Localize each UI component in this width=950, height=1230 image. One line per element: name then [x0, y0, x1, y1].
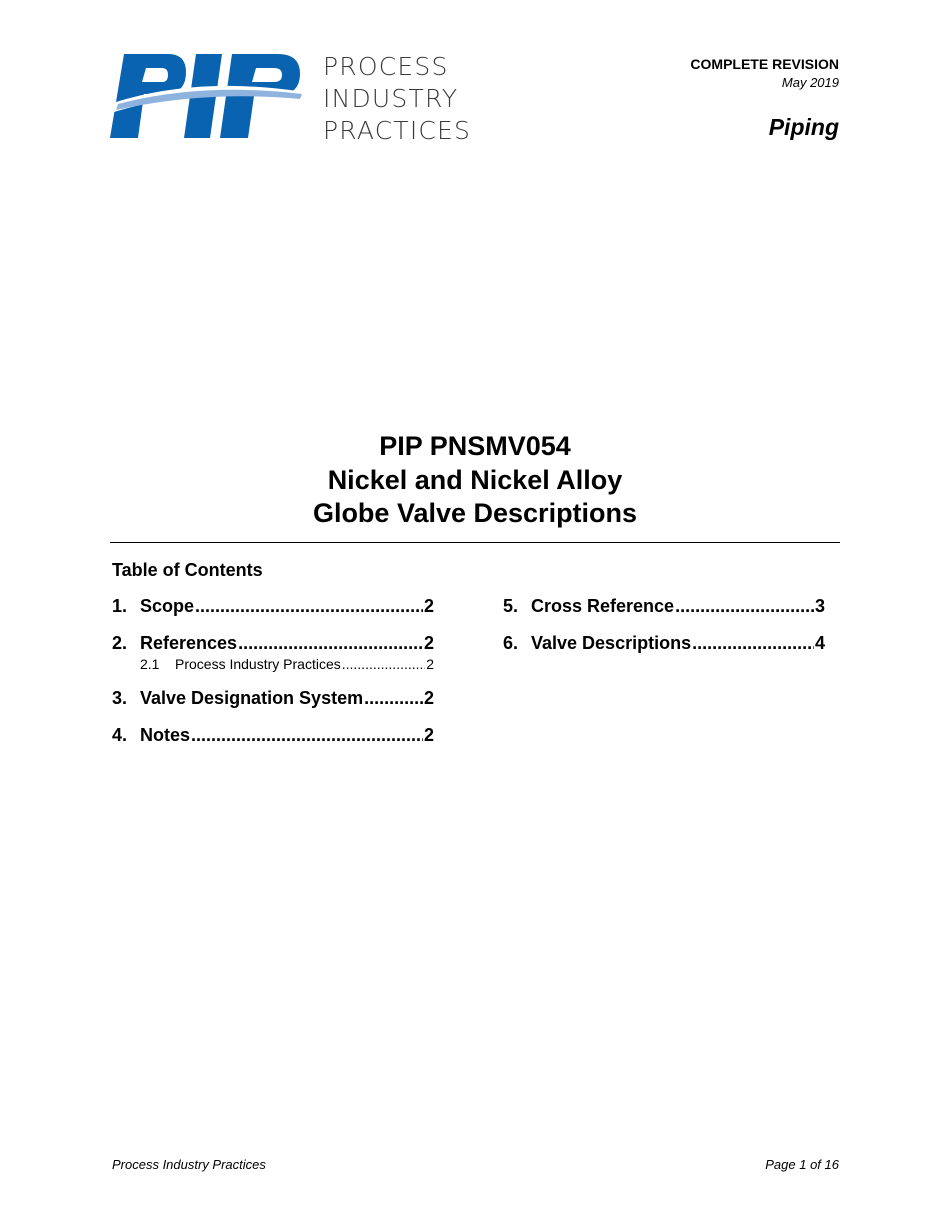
toc-number: 2.	[112, 633, 128, 653]
logo-text-line2: INDUSTRY	[323, 84, 459, 113]
toc-number: 1.	[112, 596, 128, 616]
revision-label: COMPLETE REVISION	[690, 56, 839, 72]
toc-label: Notes	[140, 725, 191, 745]
toc-label: Valve Designation System	[140, 688, 364, 708]
document-title-line2: Globe Valve Descriptions	[312, 498, 638, 528]
toc-page: 3	[814, 596, 825, 616]
toc-number: 4.	[112, 725, 128, 745]
toc-label: Scope	[140, 596, 195, 616]
toc-entry-notes[interactable]	[112, 725, 434, 746]
toc-heading: Table of Contents	[112, 560, 263, 580]
footer-publisher: Process Industry Practices	[112, 1157, 266, 1172]
toc-number: 6.	[503, 633, 519, 653]
toc-page: 2	[423, 688, 434, 708]
toc-entry-valve-descriptions[interactable]	[503, 633, 825, 654]
toc-entry-cross-reference[interactable]	[503, 596, 825, 617]
toc-leader	[675, 596, 814, 617]
document-title-line1: Nickel and Nickel Alloy	[327, 465, 623, 495]
toc-entry-scope[interactable]	[112, 596, 434, 617]
toc-page: 2	[426, 656, 434, 672]
toc-entry-references[interactable]	[112, 633, 434, 654]
toc-number: 2.1	[140, 656, 160, 672]
toc-leader	[195, 596, 423, 617]
category-label: Piping	[768, 114, 839, 140]
toc-leader	[692, 633, 814, 654]
logo-text-line3: PRACTICES	[323, 116, 472, 145]
logo-text-line1: PROCESS	[323, 52, 449, 81]
pip-logo-mark	[110, 52, 306, 140]
pip-logo	[110, 52, 306, 140]
toc-label: References	[140, 633, 238, 653]
document-id: PIP PNSMV054	[379, 431, 571, 461]
toc-label: Process Industry Practices	[175, 656, 341, 672]
toc-leader	[238, 633, 423, 654]
title-divider	[110, 542, 840, 543]
toc-entry-process-industry-practices[interactable]	[140, 656, 434, 672]
toc-entry-valve-designation-system[interactable]	[112, 688, 434, 709]
toc-page: 2	[423, 633, 434, 653]
toc-number: 5.	[503, 596, 519, 616]
revision-date: May 2019	[781, 75, 839, 90]
toc-leader	[364, 688, 423, 709]
toc-label: Cross Reference	[531, 596, 675, 616]
toc-page: 2	[423, 725, 434, 745]
toc-label: Valve Descriptions	[531, 633, 692, 653]
footer-page-number: Page 1 of 16	[765, 1157, 839, 1172]
toc-leader	[191, 725, 423, 746]
toc-page: 4	[814, 633, 825, 653]
toc-number: 3.	[112, 688, 128, 708]
toc-page: 2	[423, 596, 434, 616]
toc-leader	[342, 656, 425, 672]
